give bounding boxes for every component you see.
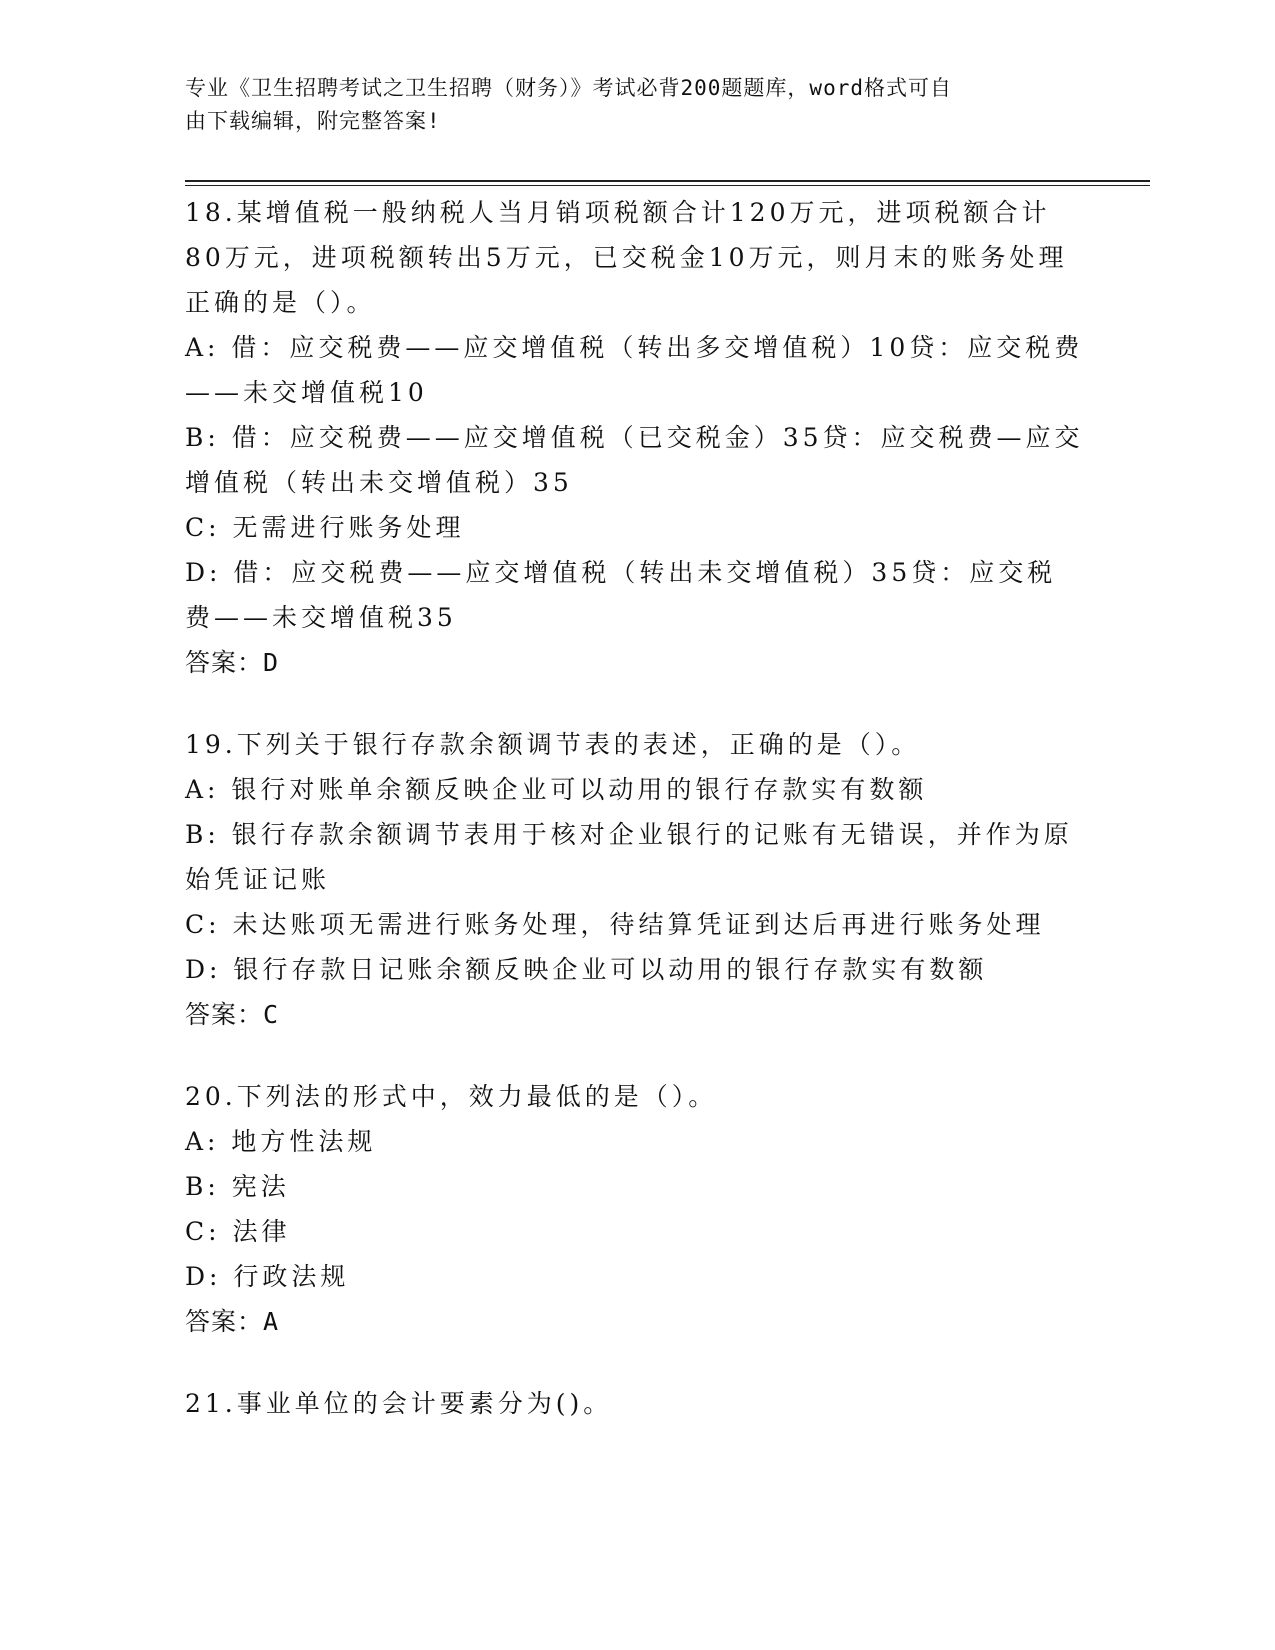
option-c: C: 法律: [185, 1217, 291, 1246]
option-a: A: 借：应交税费——应交增值税（转出多交增值税）10贷：应交税费——未交增值税10: [185, 333, 1084, 407]
header-line-2: 由下载编辑，附完整答案!: [185, 109, 441, 133]
answer-value: D: [263, 648, 280, 677]
header-divider-thick: [185, 180, 1150, 182]
option-b: B: 银行存款余额调节表用于核对企业银行的记账有无错误，并作为原始凭证记账: [185, 820, 1073, 894]
option-d: D: 行政法规: [185, 1262, 350, 1291]
question-text: 20.下列法的形式中，效力最低的是（）。: [185, 1082, 718, 1111]
option-d: D: 银行存款日记账余额反映企业可以动用的银行存款实有数额: [185, 955, 988, 984]
question-21: [185, 1381, 1085, 1426]
option-c: C: 未达账项无需进行账务处理，待结算凭证到达后再进行账务处理: [185, 910, 1045, 939]
question-text: 21.事业单位的会计要素分为()。: [185, 1389, 613, 1418]
option-a: A: 地方性法规: [185, 1127, 377, 1156]
option-b: B: 借：应交税费——应交增值税（已交税金）35贷：应交税费—应交增值税（转出未交增值税）35: [185, 423, 1084, 497]
answer-value: C: [263, 1000, 280, 1029]
question-text: 18.某增值税一般纳税人当月销项税额合计120万元，进项税额合计80万元，进项税额转出5万元，已交税金10万元，则月末的账务处理正确的是（）。: [185, 198, 1068, 317]
question-19: [185, 722, 1085, 1038]
option-b: B: 宪法: [185, 1172, 290, 1201]
answer-label: 答案：: [185, 1000, 264, 1029]
answer: [185, 640, 1085, 686]
answer: [185, 992, 1085, 1038]
answer-value: A: [263, 1307, 280, 1336]
question-text: 19.下列关于银行存款余额调节表的表述，正确的是（）。: [185, 730, 921, 759]
question-list: [185, 190, 1085, 1462]
header-divider-thin: [185, 185, 1150, 186]
header-line-1: 专业《卫生招聘考试之卫生招聘（财务）》考试必背200题题库，word格式可自: [185, 76, 952, 100]
question-18: [185, 190, 1085, 686]
option-d: D: 借：应交税费——应交增值税（转出未交增值税）35贷：应交税费——未交增值税35: [185, 558, 1057, 632]
answer-label: 答案：: [185, 1307, 264, 1336]
question-20: [185, 1074, 1085, 1345]
answer-label: 答案：: [185, 648, 264, 677]
option-a: A: 银行对账单余额反映企业可以动用的银行存款实有数额: [185, 775, 928, 804]
answer: [185, 1299, 1085, 1345]
document-header: [185, 72, 1065, 138]
option-c: C: 无需进行账务处理: [185, 513, 465, 542]
